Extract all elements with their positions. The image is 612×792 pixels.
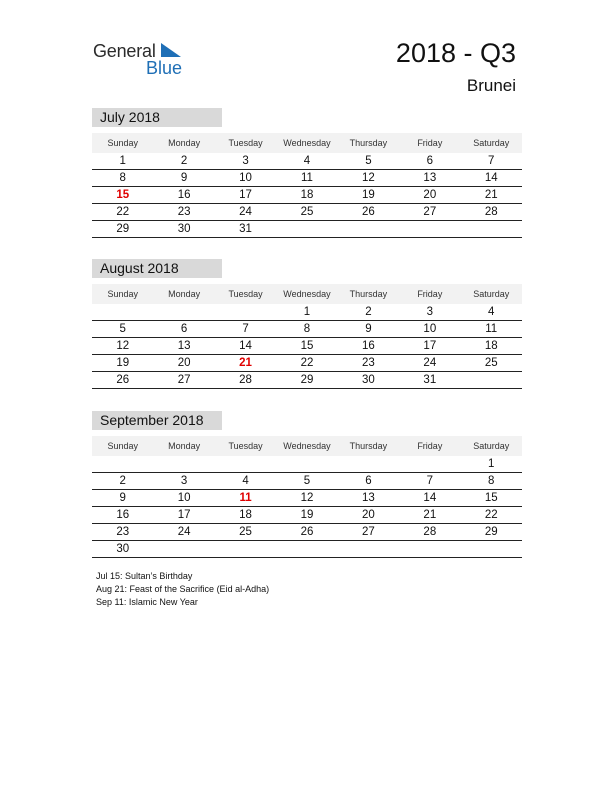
day-cell: 3	[180, 475, 188, 487]
week-row	[92, 204, 522, 221]
day-cell	[153, 541, 214, 557]
logo-blue-text: Blue	[146, 58, 183, 78]
day-cell	[92, 304, 153, 320]
day-cell: 25	[239, 526, 252, 538]
month-calendar-august	[92, 259, 522, 389]
day-cell: 8	[119, 172, 126, 184]
day-cell: 21	[423, 509, 437, 521]
day-cell: 30	[116, 543, 130, 555]
day-cell: 9	[119, 492, 126, 504]
day-cell: 30	[177, 223, 191, 235]
day-cell	[276, 541, 337, 557]
weekday-label: Monday	[168, 441, 201, 451]
week-row	[92, 490, 522, 507]
day-cell: 6	[426, 155, 434, 167]
weekday-label: Sunday	[107, 289, 138, 299]
day-cell: 27	[423, 206, 437, 218]
day-cell	[215, 456, 276, 472]
day-cell: 31	[423, 374, 437, 386]
weekday-label: Monday	[168, 289, 201, 299]
weekday-label: Sunday	[107, 138, 138, 148]
logo-triangle-icon	[161, 43, 181, 59]
day-cell: 19	[300, 509, 314, 521]
country-name: Brunei	[466, 76, 516, 95]
day-cell: 28	[484, 206, 498, 218]
day-cell: 19	[116, 357, 130, 369]
weekday-label: Wednesday	[283, 441, 331, 451]
day-cell	[338, 221, 399, 237]
day-cell	[461, 221, 522, 237]
day-cell: 16	[116, 509, 130, 521]
day-cell: 4	[242, 475, 249, 487]
day-cell: 26	[116, 374, 130, 386]
day-cell: 13	[177, 340, 191, 352]
day-cell: 16	[362, 340, 375, 352]
weekday-label: Saturday	[473, 289, 510, 299]
day-cell: 28	[423, 526, 437, 538]
day-cell	[215, 541, 276, 557]
day-cell: 1	[119, 155, 126, 167]
day-cell	[399, 456, 460, 472]
weekday-label: Thursday	[349, 441, 388, 451]
day-cell: 23	[362, 357, 375, 369]
holiday-day-cell: 21	[239, 357, 252, 369]
day-cell: 17	[239, 189, 252, 201]
day-cell: 11	[485, 323, 498, 335]
day-cell: 3	[426, 306, 434, 318]
day-cell: 29	[116, 223, 130, 235]
week-row	[92, 170, 522, 187]
day-cell: 17	[423, 340, 437, 352]
day-cell: 20	[177, 357, 191, 369]
day-cell: 10	[177, 492, 191, 504]
week-row	[92, 524, 522, 541]
day-cell: 29	[484, 526, 498, 538]
day-cell: 25	[484, 357, 498, 369]
day-cell: 27	[362, 526, 375, 538]
weekday-label: Thursday	[349, 289, 388, 299]
day-cell: 5	[119, 323, 126, 335]
day-cell: 14	[484, 172, 498, 184]
day-cell: 18	[239, 509, 252, 521]
day-cell	[215, 304, 276, 320]
weekday-header-row	[92, 284, 522, 304]
week-row	[92, 355, 522, 372]
day-cell: 12	[116, 340, 130, 352]
day-cell: 21	[484, 189, 498, 201]
day-cell: 24	[177, 526, 191, 538]
holiday-note: Aug 21: Feast of the Sacrifice (Eid al-Adha)	[96, 584, 270, 594]
weekday-label: Sunday	[107, 441, 138, 451]
month-title: July 2018	[92, 108, 222, 127]
day-cell: 11	[301, 172, 313, 184]
weekday-header-row	[92, 436, 522, 456]
month-title: August 2018	[92, 259, 222, 278]
weekday-label: Tuesday	[228, 289, 263, 299]
weekday-label: Tuesday	[228, 441, 263, 451]
day-cell: 10	[423, 323, 437, 335]
day-cell	[461, 541, 522, 557]
day-cell: 22	[484, 509, 498, 521]
weekday-header-row	[92, 133, 522, 153]
day-cell: 6	[180, 323, 188, 335]
day-cell: 13	[423, 172, 437, 184]
weekday-label: Friday	[417, 138, 443, 148]
logo-general-text: General	[93, 41, 156, 61]
day-cell: 31	[239, 223, 252, 235]
day-cell: 14	[239, 340, 252, 352]
week-row	[92, 338, 522, 355]
day-cell	[153, 304, 214, 320]
day-cell	[276, 221, 337, 237]
week-row	[92, 304, 522, 321]
day-cell: 15	[300, 340, 314, 352]
day-cell: 3	[242, 155, 249, 167]
day-cell: 28	[239, 374, 252, 386]
day-cell: 23	[116, 526, 130, 538]
day-cell: 2	[119, 475, 126, 487]
day-cell: 9	[365, 323, 372, 335]
holiday-note: Jul 15: Sultan’s Birthday	[96, 571, 193, 581]
day-cell: 12	[300, 492, 314, 504]
day-cell: 20	[362, 509, 375, 521]
day-cell: 26	[300, 526, 314, 538]
day-cell: 8	[488, 475, 495, 487]
day-cell: 22	[300, 357, 314, 369]
holiday-notes	[96, 570, 269, 609]
month-calendar-september	[92, 411, 522, 558]
week-row	[92, 372, 522, 389]
day-cell: 7	[488, 155, 495, 167]
day-cell: 14	[423, 492, 437, 504]
day-cell: 25	[300, 206, 314, 218]
week-row	[92, 541, 522, 558]
day-cell: 20	[423, 189, 437, 201]
month-calendar-july	[92, 108, 522, 238]
weekday-label: Friday	[417, 289, 443, 299]
day-cell: 29	[300, 374, 314, 386]
week-row	[92, 153, 522, 170]
quarter-title: 2018 - Q3	[395, 38, 516, 68]
day-cell	[338, 456, 399, 472]
day-cell	[276, 456, 337, 472]
day-cell: 2	[180, 155, 188, 167]
month-title: September 2018	[92, 411, 222, 430]
day-cell: 4	[488, 306, 495, 318]
holiday-day-cell: 15	[116, 189, 130, 201]
weekday-label: Wednesday	[283, 138, 331, 148]
day-cell: 2	[365, 306, 372, 318]
week-row	[92, 473, 522, 490]
day-cell	[399, 541, 460, 557]
day-cell: 27	[177, 374, 191, 386]
day-cell	[461, 372, 522, 388]
day-cell: 19	[362, 189, 375, 201]
day-cell: 17	[177, 509, 191, 521]
holiday-note: Sep 11: Islamic New Year	[96, 597, 198, 607]
day-cell: 15	[484, 492, 498, 504]
day-cell: 22	[116, 206, 130, 218]
day-cell: 30	[362, 374, 375, 386]
day-cell: 23	[177, 206, 191, 218]
day-cell: 1	[488, 458, 495, 470]
day-cell: 13	[362, 492, 375, 504]
day-cell: 4	[303, 155, 311, 167]
weekday-label: Tuesday	[228, 138, 263, 148]
weekday-label: Saturday	[473, 441, 510, 451]
week-row	[92, 321, 522, 338]
weekday-label: Thursday	[349, 138, 388, 148]
day-cell	[92, 456, 153, 472]
day-cell: 7	[426, 475, 434, 487]
week-row	[92, 507, 522, 524]
day-cell: 16	[177, 189, 191, 201]
day-cell	[399, 221, 460, 237]
holiday-day-cell: 11	[239, 492, 252, 504]
week-row	[92, 187, 522, 204]
day-cell: 10	[239, 172, 252, 184]
day-cell: 18	[484, 340, 498, 352]
day-cell: 26	[362, 206, 375, 218]
day-cell: 9	[180, 172, 188, 184]
day-cell: 5	[303, 475, 311, 487]
day-cell: 7	[242, 323, 249, 335]
week-row	[92, 456, 522, 473]
weekday-label: Friday	[417, 441, 443, 451]
day-cell: 24	[239, 206, 252, 218]
day-cell	[338, 541, 399, 557]
day-cell: 18	[300, 189, 314, 201]
day-cell: 5	[365, 155, 372, 167]
week-row	[92, 221, 522, 238]
day-cell: 24	[423, 357, 437, 369]
day-cell: 8	[303, 323, 311, 335]
weekday-label: Monday	[168, 138, 201, 148]
weekday-label: Wednesday	[283, 289, 331, 299]
day-cell: 1	[303, 306, 311, 318]
day-cell: 12	[362, 172, 375, 184]
day-cell	[153, 456, 214, 472]
weekday-label: Saturday	[473, 138, 510, 148]
generalblue-logo	[93, 41, 193, 81]
day-cell: 6	[365, 475, 372, 487]
